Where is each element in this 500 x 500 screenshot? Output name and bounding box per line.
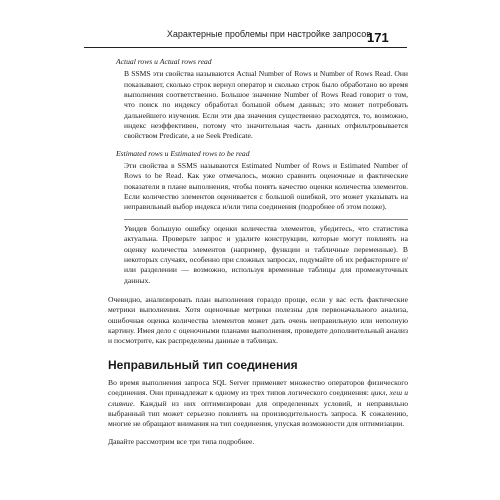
paragraph-actual-rows: В SSMS эти свойства называются Actual Number of Rows и Number of Rows Read. Они показывают, сколько строк вернул оператор и сколько строк было обработано во время выполнения соответственно. Большое значение Number of Rows Read говорит о том, что поиск по индексу обработал большой объем данных; это может потребовать дальнейшего изучения. Если эти два значения существенно расходятся, то, возможно, индекс неэффективен, потому что значительная часть данных отфильтровывается свойством Predicate, а не Seek Predicate. xyxy=(124,69,408,141)
join-text-after: . Каждый из них оптимизирован для определенных условий, и неправильно выбранный тип может серьезно повлиять на производительность запроса. К сожалению, многие не обращают внимания на тип соединения, упуская возможности для оптимизации. xyxy=(108,398,408,429)
note-block xyxy=(124,224,408,286)
paragraph-estimated-rows: Эти свойства в SSMS называются Estimated Number of Rows и Estimated Number of Rows to be Read. Как уже отмечалось, можно сравнить оценочные и фактические показатели в плане выполнения, чтобы понять качество оценки количества элементов. Если количество элементов оценивается с большой ошибкой, это может указывать на неправильный выбор индекса и/или типа соединения (подробнее об этом позже). xyxy=(124,161,408,212)
page-header xyxy=(0,26,407,46)
running-header-title: Характерные проблемы при настройке запросов xyxy=(166,29,371,39)
join-types-emphasis: цикл, хеш и слияние xyxy=(108,388,408,408)
paragraph-closing: Давайте рассмотрим все три типа подробнее. xyxy=(108,436,255,446)
note-divider xyxy=(124,219,408,220)
join-text-before: Во время выполнения запроса SQL Server применяет множество операторов физического соединения. Они принадлежат к одному из трех типов логического соединения: xyxy=(108,377,408,398)
subheading-estimated-rows: Estimated rows и Estimated rows to be read xyxy=(116,148,250,158)
header-rule xyxy=(84,47,407,48)
paragraph-cardinality-note: Увидев большую ошибку оценки количества элементов, убедитесь, что статистика актуальна. Проверьте запрос и удалите конструкции, которые могут повлиять на оценку количества элементов (например, функции и табличные переменные). В некоторых случаях, особенно при сложных запросах, подумайте об их рефакторинге и/или разделении — возможно, используя временные таблицы для промежуточных данных. xyxy=(124,223,408,285)
block-actual-rows xyxy=(124,69,408,141)
block-estimated-rows xyxy=(124,161,408,213)
page-number: 171 xyxy=(367,30,389,45)
paragraph-join-types xyxy=(108,378,408,430)
section-heading-join-type: Неправильный тип соединения xyxy=(108,357,298,372)
page-content xyxy=(108,57,408,447)
paragraph-summary: Очевидно, анализировать план выполнения гораздо проще, если у вас есть фактические метрики выполнения. Хотя оценочные метрики полезны для первоначального анализа, ошибочная оценка количества элементов может дать очень неправильную или неполную картину. Имея дело с оценочными планами выполнения, проведите дополнительный анализ и посмотрите, как распределены данные в таблицах. xyxy=(108,294,408,346)
subheading-actual-rows: Actual rows и Actual rows read xyxy=(116,57,212,66)
